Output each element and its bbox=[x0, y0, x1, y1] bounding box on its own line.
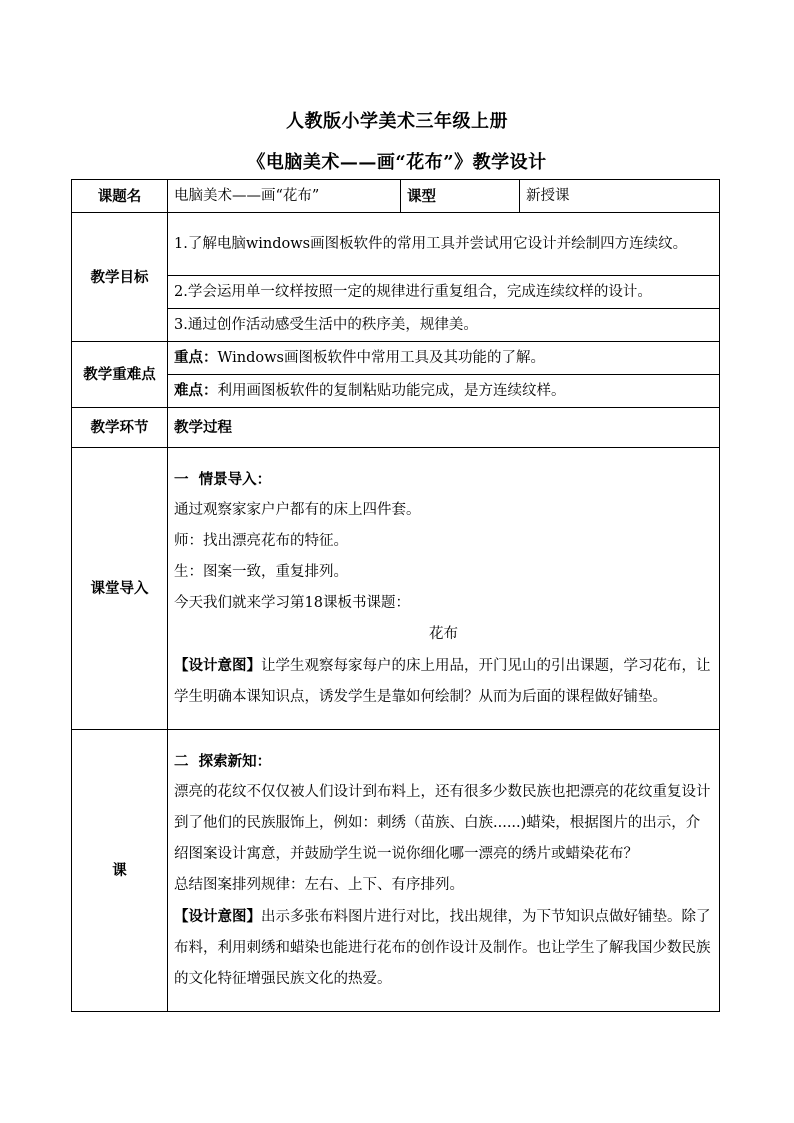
table-row bbox=[72, 448, 720, 730]
table-row bbox=[72, 276, 720, 309]
keypoints-label: 教学重难点 bbox=[72, 342, 168, 408]
intent-label: 【设计意图】 bbox=[174, 657, 261, 674]
intro-line: 师：找出漂亮花布的特征。 bbox=[174, 533, 348, 549]
lesson-type-value: 新授课 bbox=[520, 180, 720, 213]
intro-line: 今天我们就来学习第18课板书课题： bbox=[174, 595, 410, 611]
process-stage-label: 教学环节 bbox=[72, 408, 168, 448]
table-row bbox=[72, 180, 720, 213]
document-subtitle: 《电脑美术——画“花布”》教学设计 bbox=[247, 152, 547, 173]
intro-content bbox=[168, 448, 720, 730]
lesson-plan-table bbox=[71, 179, 720, 1012]
explore-summary: 总结图案排列规律：左右、上下、有序排列。 bbox=[174, 877, 464, 893]
process-header: 教学过程 bbox=[168, 408, 720, 448]
table-row bbox=[72, 730, 720, 1012]
intent-text: 出示多张布料图片进行对比，找出规律，为下节知识点做好铺垫。除了布料，利用刺绣和蜡染也能进行花布的创作设计及制作。也让学生了解我国少数民族的文化特征增强民族文化的热爱。 bbox=[174, 909, 711, 987]
goal-item-3: 3.通过创作活动感受生活中的秩序美，规律美。 bbox=[168, 309, 720, 342]
intro-label: 课堂导入 bbox=[72, 448, 168, 730]
lesson-type-label: 课型 bbox=[401, 180, 520, 213]
explore-label: 课 bbox=[72, 730, 168, 1012]
intent-text: 让学生观察每家每户的床上用品，开门见山的引出课题，学习花布，让学生明确本课知识点，诱发学生是靠如何绘制？从而为后面的课程做好铺垫。 bbox=[174, 658, 711, 705]
intro-intent bbox=[174, 650, 713, 713]
table-row bbox=[72, 213, 720, 276]
key-point bbox=[168, 342, 720, 375]
intro-line: 通过观察家家户户都有的床上四件套。 bbox=[174, 502, 421, 518]
intent-label: 【设计意图】 bbox=[174, 908, 261, 925]
table-row bbox=[72, 342, 720, 375]
explore-heading: 二 探索新知： bbox=[174, 753, 272, 770]
table-row bbox=[72, 375, 720, 408]
table-row bbox=[72, 309, 720, 342]
topic-value: 电脑美术——画“花布” bbox=[168, 180, 401, 213]
difficult-point bbox=[168, 375, 720, 408]
difficult-point-label: 难点： bbox=[174, 382, 218, 399]
topic-label: 课题名 bbox=[72, 180, 168, 213]
intro-line: 生：图案一致，重复排列。 bbox=[174, 564, 348, 580]
goals-label: 教学目标 bbox=[72, 213, 168, 342]
key-point-label: 重点： bbox=[174, 349, 218, 366]
explore-paragraph: 漂亮的花纹不仅仅被人们设计到布料上，还有很多少数民族也把漂亮的花纹重复设计到了他们的民族服饰上，例如：刺绣（苗族、白族......)蜡染，根据图片的出示，介绍图案设计寓意，并鼓励学生说一说你细化哪一漂亮的绣片或蜡染花布？ bbox=[174, 784, 711, 862]
difficult-point-text: 利用画图板软件的复制粘贴功能完成，是方连续纹样。 bbox=[217, 383, 566, 399]
table-row bbox=[72, 408, 720, 448]
board-title: 花布 bbox=[429, 626, 458, 642]
document-title: 人教版小学美术三年级上册 bbox=[286, 111, 508, 132]
explore-content bbox=[168, 730, 720, 1012]
goal-item-1: 1.了解电脑windows画图板软件的常用工具并尝试用它设计并绘制四方连续纹。 bbox=[168, 213, 720, 276]
intro-heading: 一 情景导入： bbox=[174, 471, 272, 488]
goal-item-2: 2.学会运用单一纹样按照一定的规律进行重复组合，完成连续纹样的设计。 bbox=[168, 276, 720, 309]
explore-intent bbox=[174, 901, 713, 995]
key-point-text: Windows画图板软件中常用工具及其功能的了解。 bbox=[217, 350, 545, 366]
